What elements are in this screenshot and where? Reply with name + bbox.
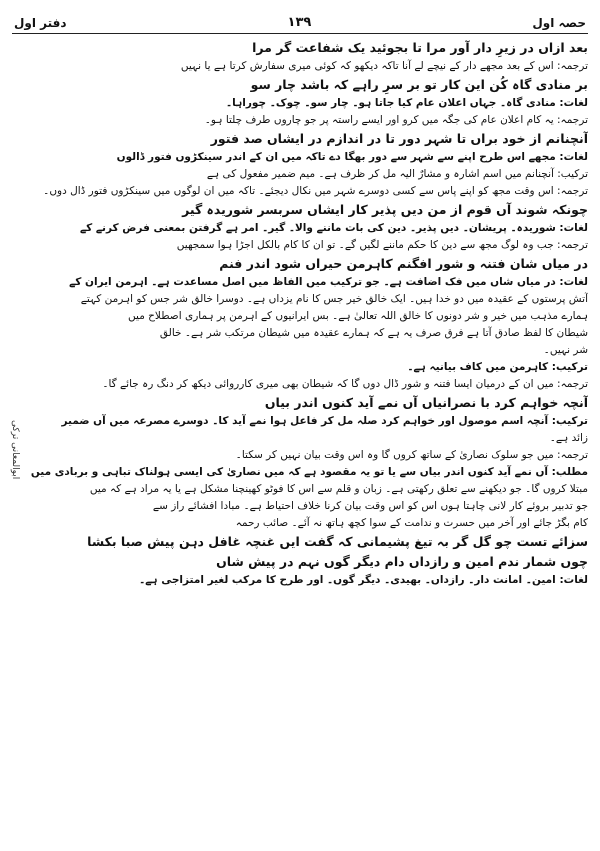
page-header <box>12 8 588 34</box>
text-line: ترجمہ: اس وقت مجھ کو اپنے پاس سے کسی دوسرے شہر میں نکال دیجئے۔ تاکہ میں ان لوگوں میں سینکڑوں فتور ڈال دوں۔ <box>43 185 588 197</box>
text-line: ترکیب: آنچنانم میں اسم اشارہ و مشارٌ الیہ مل کر ظرف ہے۔ میم ضمیر مفعول کی ہے <box>206 168 588 180</box>
text-line: ترجمہ: میں جو سلوک نصاریٰ کے ساتھ کروں گا وہ اس وقت بیان نہیں کر سکتا۔ <box>235 449 588 461</box>
text-line: جو تدبیر بروئے کار لانی چاہتا ہوں اس کو اس وقت بیان کرنا خلاف احتیاط ہے۔ مبادا افشائے راز سے <box>152 500 588 512</box>
text-line: شیطان کا لفظ صادق آتا ہے فرق صرف یہ ہے کہ ہمارے عقیدہ میں شیطان مرتکب شر ہے۔ خالق <box>159 327 588 339</box>
text-line: ترجمہ: یہ کام اعلان عام کی جگہ میں کرو اور ایسے راستہ پر جو چاروں طرف چلتا ہو۔ <box>204 114 588 126</box>
text-line: ہمارے مذہب میں خیر و شر دونوں کا خالق اللہ تعالیٰ ہے۔ بس ایرانیوں کے اہرمن پر ہماری اصطلاح میں <box>128 310 588 322</box>
text-line: ترکیب: آنچہ اسم موصول اور خواہم کرد صلہ مل کر فاعل ہوا نمے آید کا۔ دوسرے مصرعہ میں آں ضمیر <box>61 415 588 427</box>
page-body <box>12 38 588 589</box>
verse-line: آنچہ خواہم کرد با نصرانیاں آں نمے آید کنوں اندر بیاں <box>264 395 588 410</box>
verse-line: بعد ازاں در زیرِ دار آور مرا تا بجوئید یک شفاعت گر مرا <box>252 40 588 55</box>
text-line: مطلب: آں نمے آید کنوں اندر بیاں سے یا تو یہ مقصود ہے کہ میں نصاریٰ کی ایسی ہولناک تباہی و بربادی میں <box>30 466 588 478</box>
verse-line: چوں شمار ندم امین و رازداں دام دیگر گوں نہم در پیش شاں <box>216 554 588 569</box>
verse-line: سزائے تست چو گل گر بہ تیغ پشیمانی کہ گفت ایں غنچہ غافل دہن پیش صبا بکشا <box>87 534 588 549</box>
text-line: لغات: امین۔ امانت دار۔ رازداں۔ بھیدی۔ دیگر گوں۔ اور طرح کا مرکب لغیر امتزاجی ہے۔ <box>139 574 588 586</box>
text-line: لغات: شوریدہ۔ پریشان۔ دیں پذیر۔ دین کی بات ماننے والا۔ گیر۔ امر ہے گرفتن بمعنی فرض کرنے کے <box>79 222 588 234</box>
text-line: لغات: در میاں شاں میں فک اضافت ہے۔ جو ترکیب میں الفاظ میں اصل مساعدت ہے۔ اہرمن ایران کے <box>69 276 588 288</box>
text-line: لغات: منادی گاہ۔ جہاں اعلان عام کیا جاتا ہو۔ چار سو۔ چوک۔ چوراہا۔ <box>226 97 588 109</box>
text-line: آتش پرستوں کے عقیدہ میں دو خدا ہیں۔ ایک خالق خیر جس کا نام یزداں ہے۔ دوسرا خالق شر جس کو اہرمن کہتے <box>80 293 588 305</box>
text-line: لغات: مجھے اس طرح اپنے سے شہر سے دور بھگا دے تاکہ میں ان کے اندر سینکڑوں فتور ڈالوں <box>116 151 588 163</box>
verse-line: چونکہ شوند آں قوم از من دیں پذیر کار ایشاں سربسر شوریدہ گیر <box>182 202 588 217</box>
verse-line: در میاں شان فتنہ و شور افگنم کاہرمن حیراں شود اندر فنم <box>219 256 588 271</box>
page-number: ١٣٩ <box>287 15 312 30</box>
text-line: ترجمہ: اس کے بعد مجھے دار کے نیچے لے آنا تاکہ دیکھو کہ کوئی میری سفارش کرتا ہے یا نہیں <box>180 60 588 72</box>
text-line: ترجمہ: جب وہ لوگ مجھ سے دین کا حکم ماننے لگیں گے۔ تو ان کا کام بالکل اجڑا ہوا سمجھیں <box>176 239 588 251</box>
text-line: مبتلا کروں گا۔ جو دیکھنے سے تعلق رکھتی ہے۔ زبان و قلم سے اس کا فوٹو کھینچنا مشکل ہے یا یہ مراد ہے کہ میں <box>89 483 588 495</box>
text-line: شر نہیں۔ <box>543 344 588 356</box>
margin-note: ابوالمعانی ترکی <box>10 420 20 480</box>
header-section: حصہ اول <box>532 16 586 30</box>
text-line: کام بگڑ جائے اور آخر میں حسرت و ندامت کے سوا کچھ ہاتھ نہ آئے۔ صائب رحمہ <box>235 517 588 529</box>
text-line: زائد ہے۔ <box>549 432 588 444</box>
text-line: ترجمہ: میں ان کے درمیان ایسا فتنہ و شور ڈال دوں گا کہ شیطان بھی میری کارروائی دیکھ کر دنگ رہ جائے گا۔ <box>102 378 588 390</box>
header-volume: دفتر اول <box>14 16 67 30</box>
verse-line: بر منادی گاہ کُن این کار تو بر سرِ راہے کہ باشد چار سو <box>250 77 588 92</box>
text-line: ترکیب: کاہرمن میں کاف بیانیہ ہے۔ <box>407 361 588 373</box>
verse-line: آنچنانم از خود براں تا شہر دور تا در اندازم در ایشاں صد فتور <box>210 131 588 146</box>
